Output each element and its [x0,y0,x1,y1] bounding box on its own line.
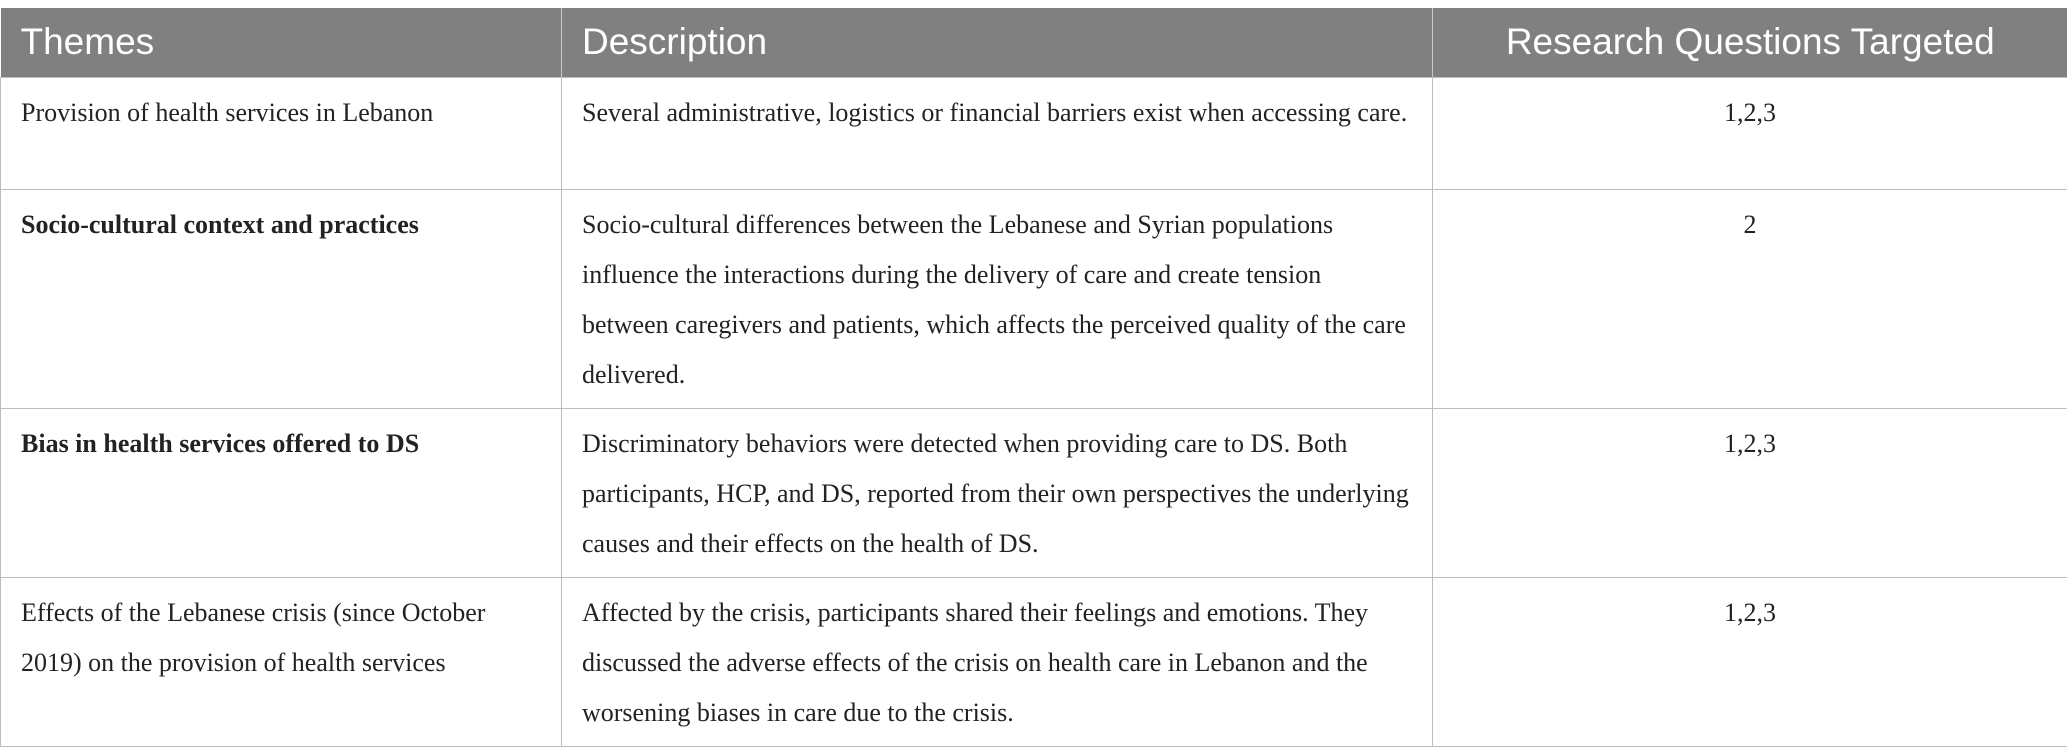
table-row [1,189,2067,408]
themes-table-container [0,8,2067,747]
table-row [1,77,2067,189]
header-themes: Themes [1,8,562,77]
description-cell: Socio-cultural differences between the Lebanese and Syrian populations influence the interactions during the delivery of care and create tension between caregivers and patients, which affects the perceived quality of the care delivered. [562,189,1433,408]
questions-cell: 1,2,3 [1433,577,2067,746]
themes-table [0,8,2067,747]
header-description: Description [562,8,1433,77]
description-cell: Affected by the crisis, participants shared their feelings and emotions. They discussed the adverse effects of the crisis on health care in Lebanon and the worsening biases in care due to the crisis. [562,577,1433,746]
questions-cell: 1,2,3 [1433,77,2067,189]
description-cell: Discriminatory behaviors were detected when providing care to DS. Both participants, HCP, and DS, reported from their own perspectives the underlying causes and their effects on the health of DS. [562,408,1433,577]
theme-cell: Bias in health services offered to DS [1,408,562,577]
description-cell: Several administrative, logistics or financial barriers exist when accessing care. [562,77,1433,189]
questions-cell: 1,2,3 [1433,408,2067,577]
theme-cell: Socio-cultural context and practices [1,189,562,408]
header-research-questions: Research Questions Targeted [1433,8,2067,77]
table-body [1,77,2067,746]
questions-cell: 2 [1433,189,2067,408]
header-row [1,8,2067,77]
table-row [1,577,2067,746]
theme-cell: Provision of health services in Lebanon [1,77,562,189]
theme-cell: Effects of the Lebanese crisis (since October 2019) on the provision of health services [1,577,562,746]
table-row [1,408,2067,577]
table-header [1,8,2067,77]
